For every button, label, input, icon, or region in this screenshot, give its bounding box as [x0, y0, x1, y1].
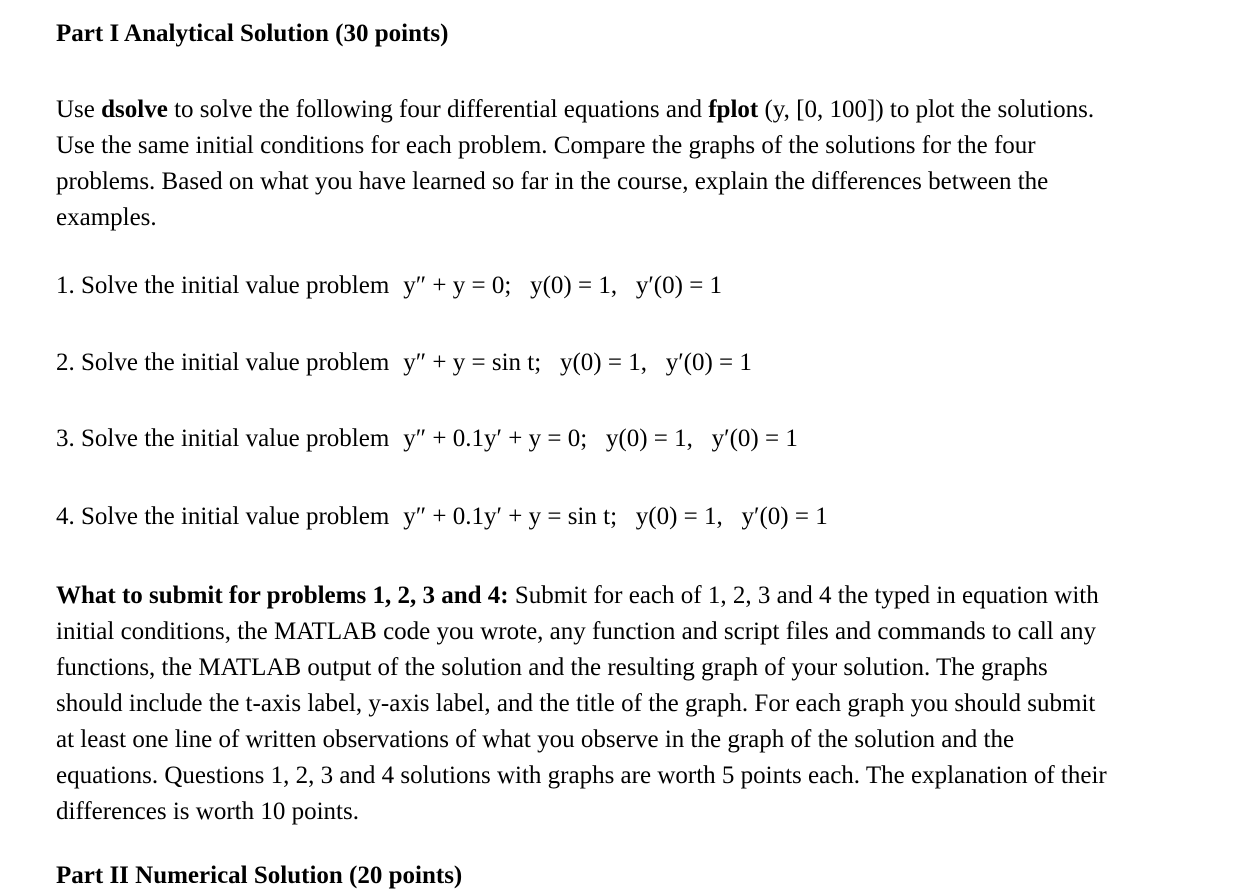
intro-text-2: to solve the following four differential equations and: [167, 96, 709, 123]
problem-2-equation: y″ + y = sin t; y(0) = 1, y′(0) = 1: [403, 349, 752, 376]
problem-2: [56, 349, 752, 377]
intro-text-1: Use: [56, 96, 102, 123]
submit-instructions-text: Submit for each of 1, 2, 3 and 4 the typed in equation with initial conditions, the MATLAB code you wrote, any function and script files and commands to call any functions, the MATLAB output of the solution and the resulting graph of your solution. The graphs should include the t-axis label, y-axis label, and the title of the graph. For each graph you should submit at least one line of written observations of what you observe in the graph of the solution and the equations. Questions 1, 2, 3 and 4 solutions with graphs are worth 5 points each. The explanation of their differences is worth 10 points.: [56, 582, 1107, 825]
problem-3: [56, 425, 798, 453]
problem-1-label: 1. Solve the initial value problem: [56, 272, 390, 299]
problem-2-label: 2. Solve the initial value problem: [56, 349, 390, 376]
intro-paragraph: [56, 92, 1116, 236]
problem-3-label: 3. Solve the initial value problem: [56, 425, 390, 452]
part-two-heading: Part II Numerical Solution (20 points): [56, 862, 463, 889]
dsolve-keyword: dsolve: [101, 96, 168, 123]
intro-text-3: (y, [0, 100]) to plot the solutions. Use the same initial conditions for each problem. Compare the graphs of the solutions for the four problems. Based on what you have learned so far in the course, explain the differences between the examples.: [56, 96, 1095, 231]
problem-1-equation: y″ + y = 0; y(0) = 1, y′(0) = 1: [403, 272, 723, 299]
problem-4-label: 4. Solve the initial value problem: [56, 503, 390, 530]
submit-instructions-heading: What to submit for problems 1, 2, 3 and 4:: [56, 582, 509, 609]
problem-1: [56, 272, 722, 300]
problem-3-equation: y″ + 0.1y′ + y = 0; y(0) = 1, y′(0) = 1: [403, 425, 798, 452]
problem-4: [56, 503, 828, 531]
part-one-heading: Part I Analytical Solution (30 points): [56, 20, 449, 47]
submit-instructions-paragraph: [56, 578, 1116, 830]
problem-4-equation: y″ + 0.1y′ + y = sin t; y(0) = 1, y′(0) = 1: [403, 503, 828, 530]
fplot-keyword: fplot: [708, 96, 759, 123]
